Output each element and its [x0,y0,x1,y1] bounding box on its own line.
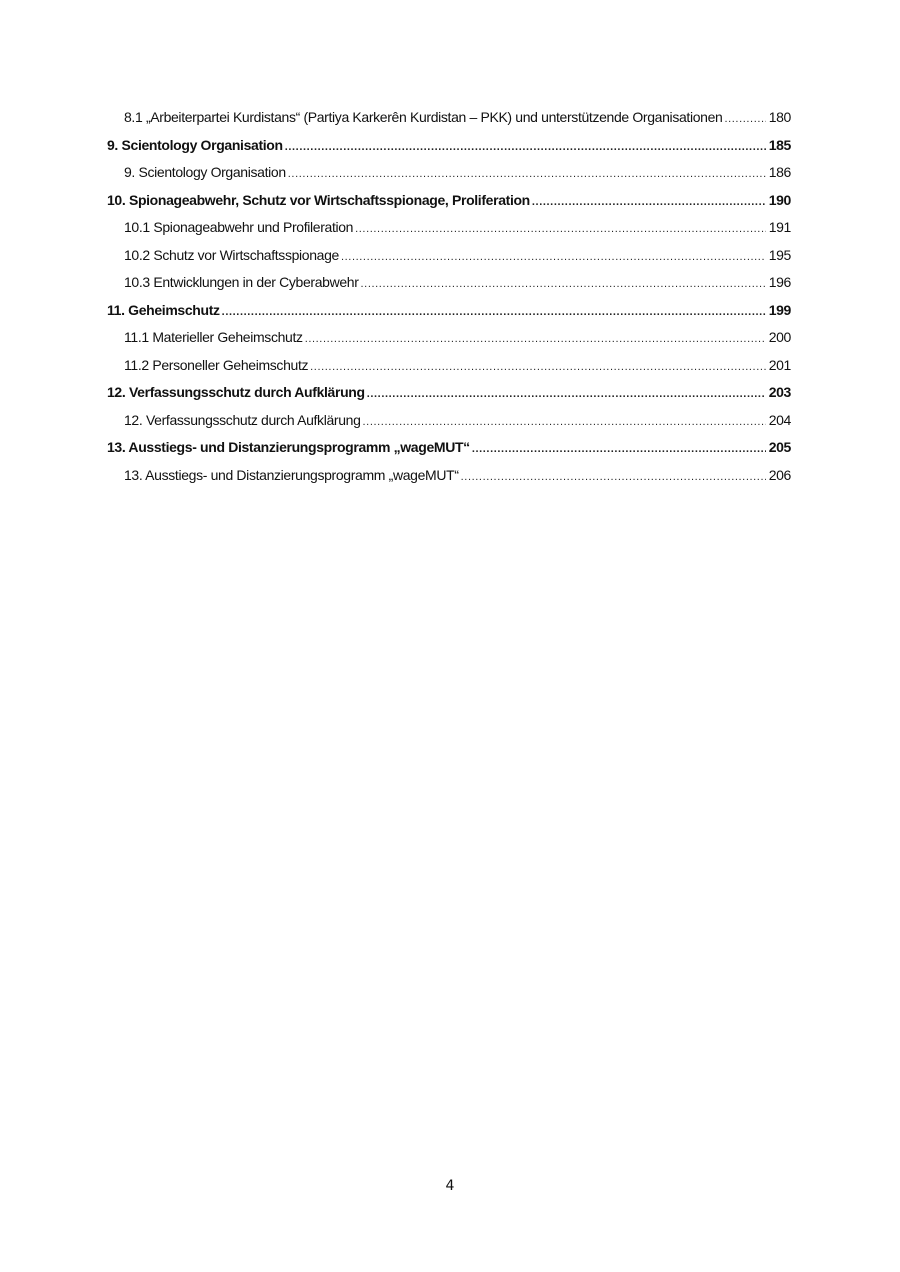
toc-entry-page: 190 [768,191,791,208]
toc-dot-leader [222,299,766,327]
toc-entry-title: 9. Scientology Organisation [107,136,283,153]
toc-entry[interactable] [107,324,791,352]
toc-entry-title: 12. Verfassungsschutz durch Aufklärung [107,384,365,400]
toc-entry-page: 180 [768,109,791,125]
toc-entry-page: 206 [768,466,791,483]
toc-entry[interactable] [107,104,791,132]
table-of-contents [107,104,791,489]
toc-entry[interactable] [107,352,791,380]
toc-entry-title: 8.1 „Arbeiterpartei Kurdistans“ (Partiya Karkerên Kurdistan – PKK) und unterstützende Organisationen [124,109,723,125]
toc-entry[interactable] [107,242,791,270]
toc-entry-page: 205 [768,439,791,455]
toc-chapter-entry[interactable] [107,434,791,462]
toc-entry-page: 196 [768,274,791,290]
toc-entry-page: 191 [768,219,791,235]
toc-chapter-entry[interactable] [107,379,791,407]
toc-entry[interactable] [107,269,791,297]
toc-entry-title: 13. Ausstiegs- und Distanzierungsprogramm „wageMUT“ [107,439,470,455]
toc-entry[interactable] [107,214,791,242]
toc-entry-page: 201 [768,356,791,373]
toc-chapter-entry[interactable] [107,297,791,325]
toc-entry-title: 11.2 Personeller Geheimschutz [124,356,309,373]
toc-chapter-entry[interactable] [107,132,791,160]
toc-entry-title: 10.3 Entwicklungen in der Cyberabwehr [124,274,359,290]
toc-entry-title: 12. Verfassungsschutz durch Aufklärung [124,411,361,428]
toc-dot-leader [355,216,766,244]
toc-dot-leader [472,436,766,464]
toc-entry-title: 9. Scientology Organisation [124,164,286,180]
page-number: 4 [445,1178,455,1194]
toc-entry-title: 13. Ausstiegs- und Distanzierungsprogramm „wageMUT“ [124,466,459,483]
toc-entry-title: 10.2 Schutz vor Wirtschaftsspionage [124,246,339,263]
toc-entry[interactable] [107,407,791,435]
toc-chapter-entry[interactable] [107,187,791,215]
toc-dot-leader [310,354,766,382]
toc-dot-leader [724,106,765,134]
toc-dot-leader [361,271,766,299]
toc-entry-page: 200 [768,329,791,345]
toc-dot-leader [461,464,766,492]
toc-entry-page: 185 [768,136,791,153]
toc-entry[interactable] [107,159,791,187]
toc-dot-leader [367,381,766,409]
toc-entry-title: 10.1 Spionageabwehr und Profileration [124,219,354,235]
toc-entry-page: 195 [768,246,791,263]
toc-entry-page: 203 [768,384,791,400]
toc-entry-title: 10. Spionageabwehr, Schutz vor Wirtschaftsspionage, Proliferation [107,191,530,208]
toc-dot-leader [288,161,766,189]
toc-entry[interactable] [107,462,791,490]
toc-dot-leader [305,326,766,354]
toc-entry-title: 11. Geheimschutz [107,301,220,318]
toc-entry-page: 204 [768,411,791,428]
toc-dot-leader [285,134,766,162]
toc-entry-title: 11.1 Materieller Geheimschutz [124,329,303,345]
toc-dot-leader [363,409,766,437]
toc-entry-page: 199 [768,301,791,318]
toc-dot-leader [341,244,766,272]
toc-dot-leader [532,189,766,217]
toc-entry-page: 186 [768,164,791,180]
